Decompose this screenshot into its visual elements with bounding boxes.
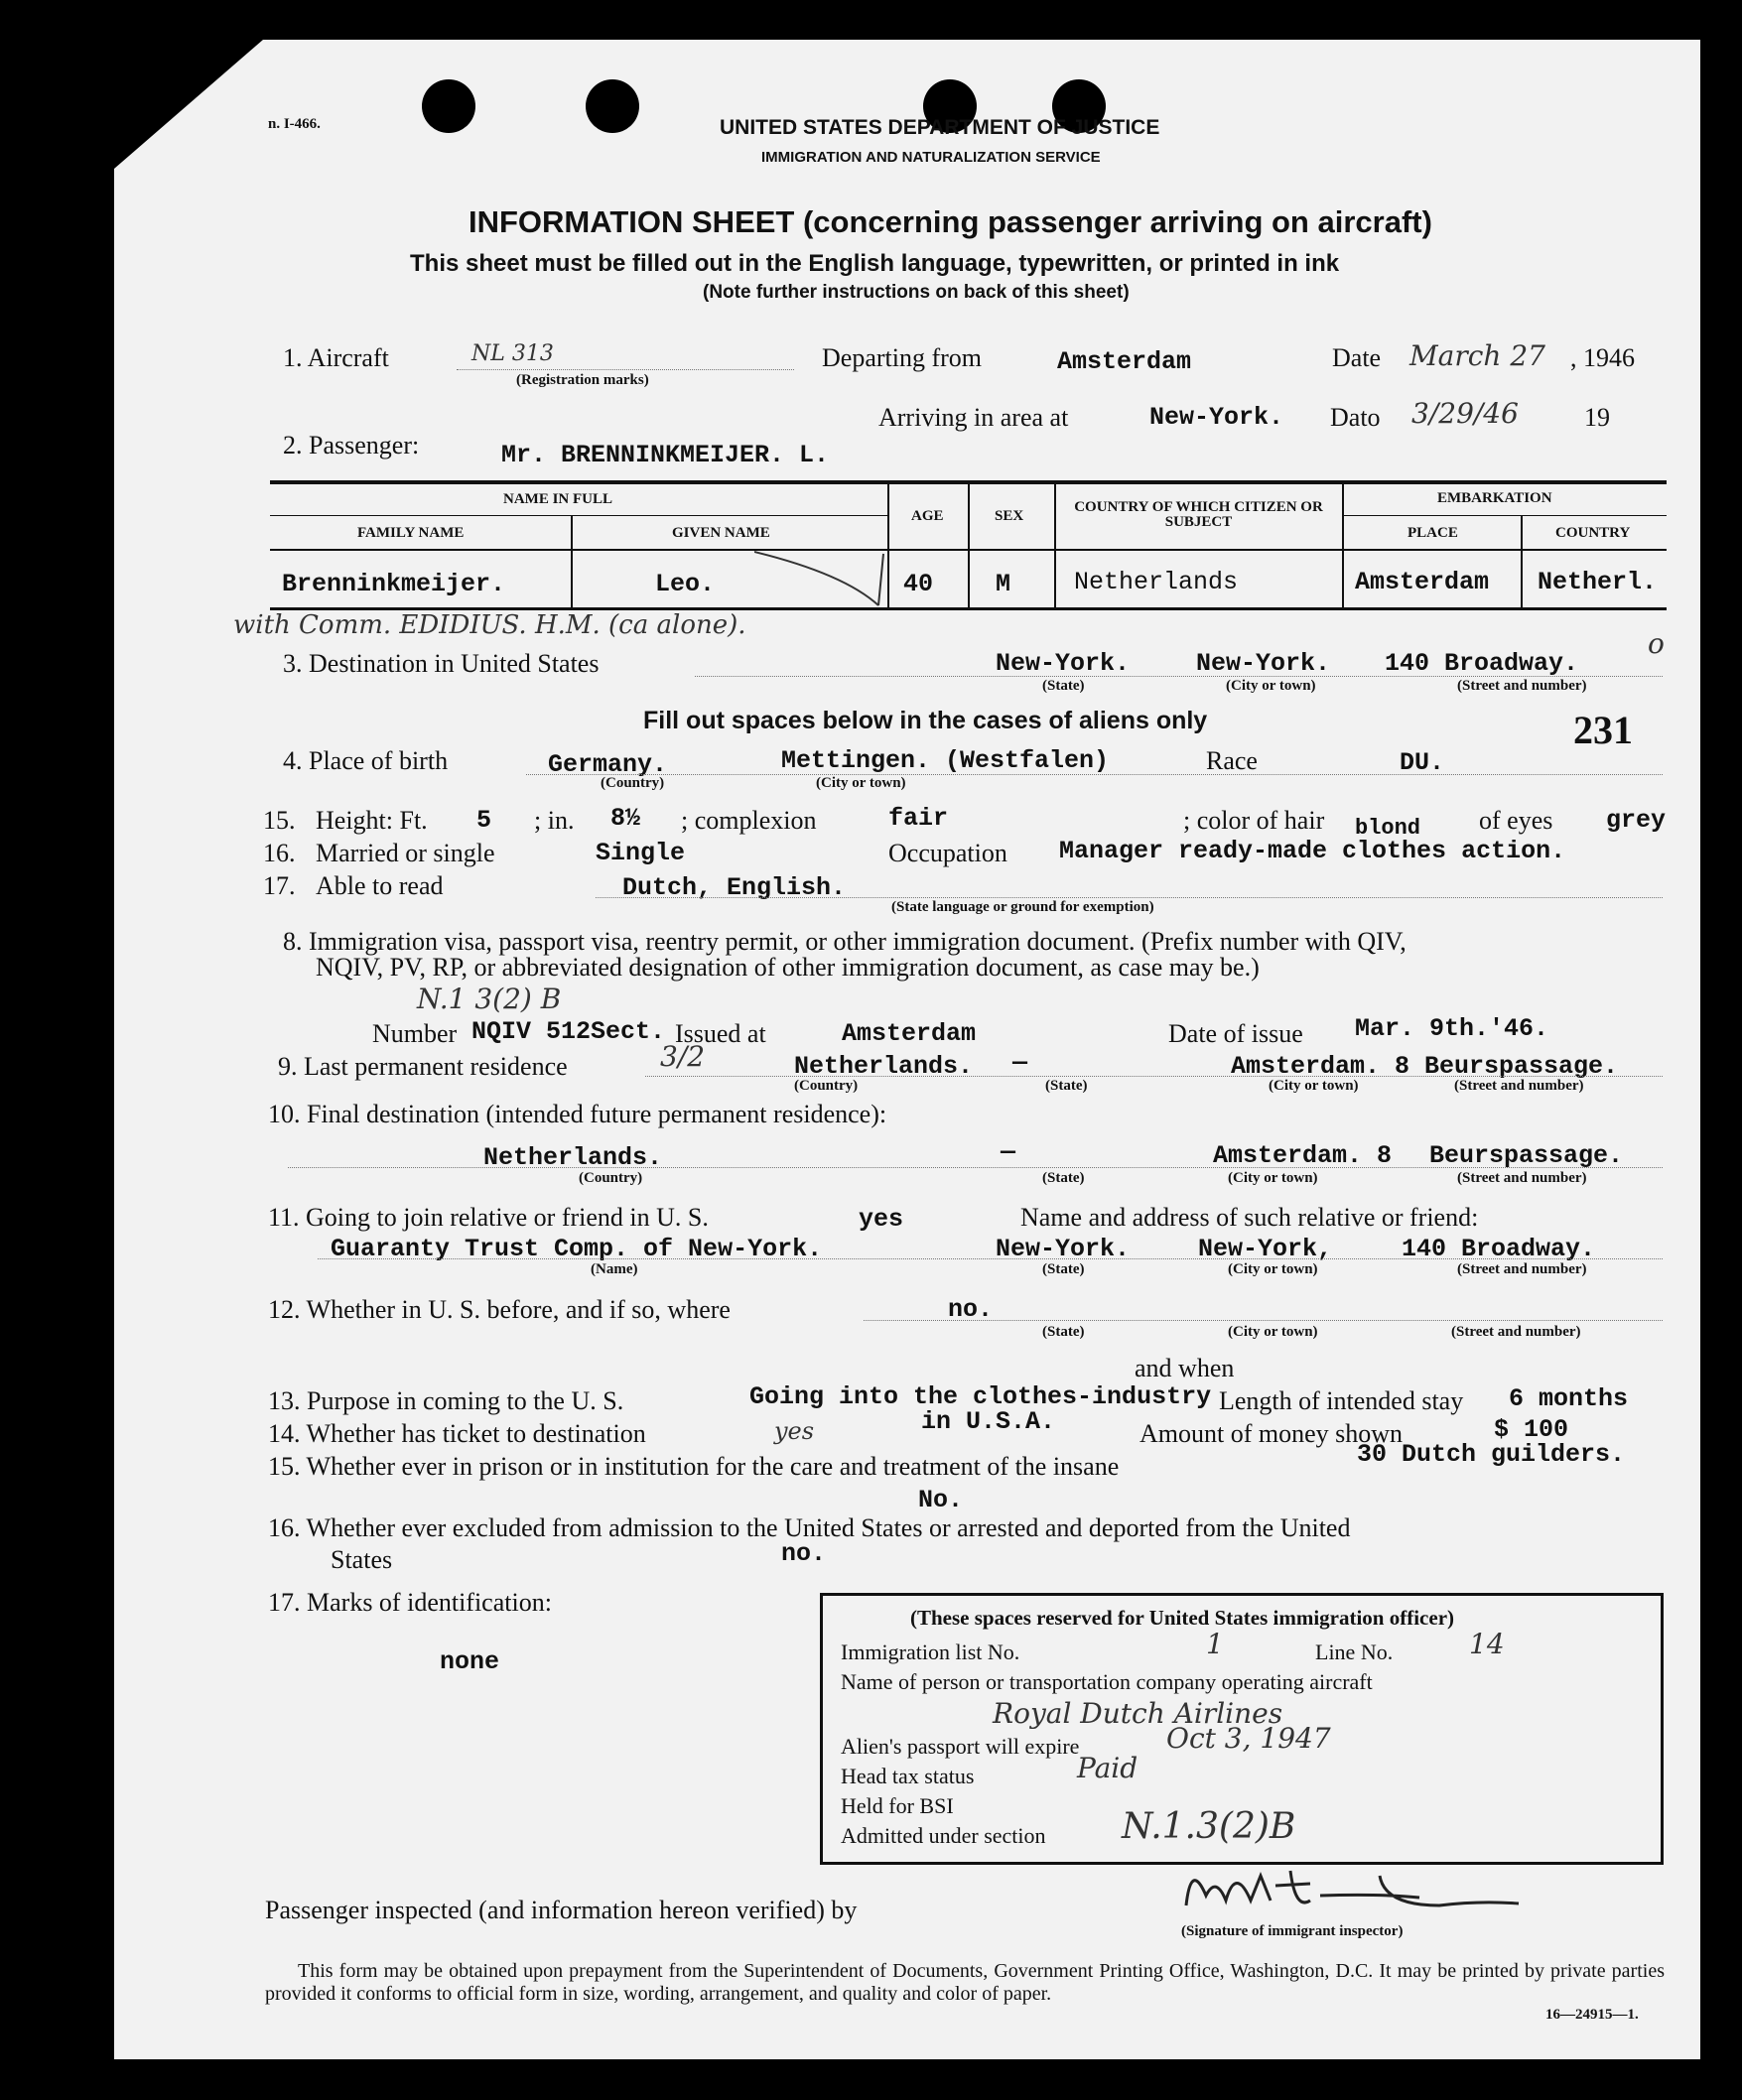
number-label: Number — [372, 1019, 458, 1048]
inspector-signature — [1181, 1856, 1529, 1925]
height-ft: 5 — [476, 806, 492, 835]
q8-label: 8. Immigration visa, passport visa, reentry permit, or other immigration document. (Prefix number with QIV, — [283, 927, 1407, 956]
q8-handwritten: N.1 3(2) B — [417, 983, 562, 1015]
stay-value: 6 months — [1509, 1384, 1629, 1413]
date-value: March 27 — [1409, 339, 1545, 372]
note: (Note further instructions on back of this sheet) — [703, 282, 1130, 303]
header-family: FAMILY NAME — [357, 525, 465, 541]
q16-value: no. — [781, 1539, 827, 1568]
signature-caption: (Signature of immigrant inspector) — [1181, 1923, 1404, 1939]
passenger-label: 2. Passenger: — [283, 431, 420, 459]
passenger-value: Mr. BRENNINKMEIJER. L. — [501, 441, 830, 469]
relative-state: New-York. — [996, 1235, 1131, 1263]
footer-note: This form may be obtained upon prepayment from the Superintendent of Documents, Government Printing Office, Washington, D.C. It may be printed by private parties provided it conforms to official form in size, wording, arrangement, and quality and color of paper. — [265, 1960, 1665, 2005]
header-embarkation: EMBARKATION — [1437, 490, 1552, 506]
sheet-number: 231 — [1573, 708, 1633, 752]
race-value: DU. — [1400, 748, 1445, 777]
read-value: Dutch, English. — [622, 873, 847, 902]
q13-label: 13. Purpose in coming to the U. S. — [268, 1386, 624, 1415]
departing-label: Departing from — [822, 343, 983, 372]
list-number: 1 — [1206, 1628, 1224, 1660]
q4-label: 4. Place of birth — [283, 746, 449, 775]
hair-color: blond — [1355, 816, 1421, 841]
service-title: IMMIGRATION AND NATURALIZATION SERVICE — [761, 149, 1101, 166]
birth-city: Mettingen. (Westfalen) — [781, 746, 1110, 775]
date-of-issue: Mar. 9th.'46. — [1355, 1014, 1549, 1043]
admitted-section: N.1.3(2)B — [1122, 1806, 1296, 1847]
stay-label: Length of intended stay — [1219, 1386, 1464, 1415]
date-year: , 1946 — [1570, 343, 1635, 372]
aircraft-label: 1. Aircraft — [283, 343, 389, 372]
handwritten-note: with Comm. EDIDIUS. H.M. (ca alone). — [233, 610, 746, 640]
and-when-label: and when — [1135, 1354, 1235, 1382]
footer-code: 16—24915—1. — [1545, 2007, 1639, 2023]
doi-label: Date of issue — [1168, 1019, 1303, 1048]
q14-label: 14. Whether has ticket to destination — [268, 1419, 646, 1448]
date2-year: 19 — [1584, 403, 1610, 432]
final-street: Beurspassage. — [1429, 1141, 1624, 1170]
header-name: NAME IN FULL — [503, 491, 613, 507]
q17-value: none — [440, 1647, 500, 1676]
final-city: Amsterdam. 8 — [1213, 1141, 1393, 1170]
complexion: fair — [888, 804, 949, 833]
money-value-2: 30 Dutch guilders. — [1357, 1440, 1626, 1469]
q9-label: 9. Last permanent residence — [278, 1052, 568, 1081]
ticket-value: yes — [774, 1417, 815, 1445]
date2-value: 3/29/46 — [1411, 397, 1519, 430]
punch-hole — [586, 79, 639, 133]
q3-mark: o — [1648, 627, 1665, 660]
issued-at: Amsterdam — [842, 1019, 977, 1048]
relative-street: 140 Broadway. — [1402, 1235, 1596, 1263]
inspected-label: Passenger inspected (and information hereon verified) by — [265, 1896, 858, 1924]
q15-value: No. — [918, 1486, 964, 1514]
q11-label: 11. Going to join relative or friend in U. S. — [268, 1203, 709, 1232]
height-label: Height: Ft. — [316, 806, 428, 835]
occupation-value: Manager ready-made clothes action. — [1059, 837, 1566, 865]
final-country: Netherlands. — [483, 1143, 663, 1172]
q9-handwritten: 3/2 — [660, 1040, 706, 1073]
married-label: Married or single — [316, 839, 495, 867]
arriving-value: New-York. — [1149, 403, 1284, 432]
passport-expiry: Oct 3, 1947 — [1166, 1722, 1331, 1755]
q3-street: 140 Broadway. — [1385, 649, 1579, 678]
q12-label: 12. Whether in U. S. before, and if so, where — [268, 1295, 731, 1324]
date-label: Date — [1332, 343, 1382, 372]
residence-country: Netherlands. — [794, 1052, 974, 1081]
occupation-label: Occupation — [888, 839, 1007, 867]
money-value: $ 100 — [1494, 1415, 1569, 1444]
citizen-country: Netherlands — [1074, 568, 1239, 596]
relative-city: New-York, — [1198, 1235, 1333, 1263]
officer-title: (These spaces reserved for United States immigration officer) — [910, 1606, 1455, 1630]
operating-company: Royal Dutch Airlines — [993, 1697, 1283, 1730]
header-given: GIVEN NAME — [672, 525, 770, 541]
aliens-heading: Fill out spaces below in the cases of aliens only — [643, 707, 1208, 734]
height-in: 8½ — [610, 804, 641, 833]
q3-state: New-York. — [996, 649, 1131, 678]
header-sex: SEX — [995, 508, 1024, 524]
read-label: Able to read — [316, 871, 444, 900]
line-number: 14 — [1469, 1628, 1505, 1660]
aircraft-sub: (Registration marks) — [516, 372, 649, 388]
issued-label: Issued at — [675, 1019, 766, 1048]
instruction: This sheet must be filled out in the English language, typewritten, or printed in ink — [410, 250, 1340, 277]
purpose-value: Going into the clothes-industry — [749, 1382, 1212, 1411]
departing-value: Amsterdam — [1057, 347, 1192, 376]
handwritten-stroke — [754, 544, 893, 613]
race-label: Race — [1206, 746, 1258, 775]
q3-city: New-York. — [1196, 649, 1331, 678]
department-title: UNITED STATES DEPARTMENT OF JUSTICE — [720, 116, 1160, 139]
header-place: PLACE — [1407, 525, 1458, 541]
relative-name: Guaranty Trust Comp. of New-York. — [331, 1235, 823, 1263]
q12-value: no. — [948, 1295, 994, 1324]
join-answer: yes — [859, 1205, 904, 1234]
family-name: Brenninkmeijer. — [282, 570, 506, 598]
torn-corner — [114, 40, 263, 169]
header-country: COUNTRY OF WHICH CITIZEN OR SUBJECT — [1074, 499, 1323, 530]
money-label: Amount of money shown — [1139, 1419, 1404, 1448]
embark-place: Amsterdam — [1355, 568, 1490, 596]
residence-city: Amsterdam. 8 Beurspassage. — [1231, 1052, 1619, 1081]
aircraft-value: NL 313 — [471, 341, 554, 366]
age: 40 — [903, 570, 934, 598]
header-embark-country: COUNTRY — [1555, 525, 1631, 541]
birth-country: Germany. — [548, 750, 668, 779]
form-number: n. I-466. — [268, 116, 321, 132]
q16-label: 16. Whether ever excluded from admission to the United States or arrested and deported from the United — [268, 1513, 1351, 1542]
q3-label: 3. Destination in United States — [283, 649, 600, 678]
sheet-title: INFORMATION SHEET (concerning passenger arriving on aircraft) — [469, 204, 1432, 239]
married-value: Single — [596, 839, 686, 867]
visa-number: NQIV 512Sect. — [471, 1017, 666, 1046]
arriving-label: Arriving in area at — [878, 403, 1069, 432]
given-name: Leo. — [655, 570, 716, 598]
relative-label: Name and address of such relative or friend: — [1020, 1203, 1479, 1232]
q10-label: 10. Final destination (intended future permanent residence): — [268, 1100, 887, 1128]
q17-label: 17. Marks of identification: — [268, 1588, 552, 1617]
head-tax-status: Paid — [1077, 1752, 1139, 1784]
q15-label: 15. Whether ever in prison or in institution for the care and treatment of the insane — [268, 1452, 1120, 1481]
embark-country: Netherl. — [1538, 568, 1658, 596]
sex: M — [996, 570, 1011, 598]
punch-hole — [422, 79, 475, 133]
header-age: AGE — [911, 508, 944, 524]
eye-color: grey — [1606, 806, 1667, 835]
purpose-value-2: in U.S.A. — [921, 1407, 1056, 1436]
date2-label: Dato — [1330, 403, 1381, 432]
